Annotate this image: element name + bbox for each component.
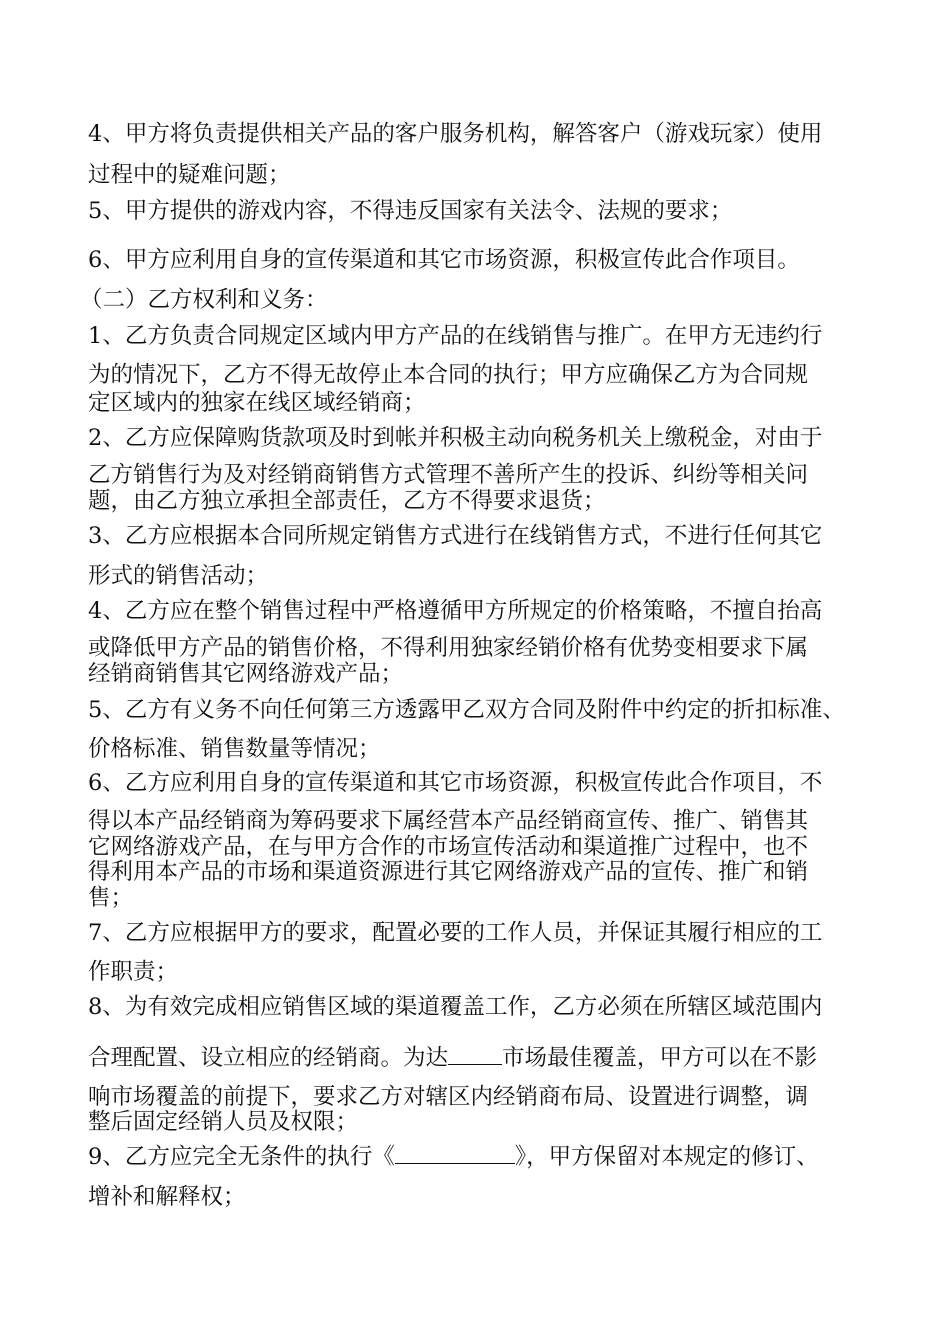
text-line: 过程中的疑难问题；: [88, 162, 291, 188]
text-line: 经销商销售其它网络游戏产品；: [88, 661, 404, 687]
text-line: 定区域内的独家在线区域经销商；: [88, 390, 426, 416]
text-line: 4、甲方将负责提供相关产品的客户服务机构，解答客户（游戏玩家）使用: [88, 121, 823, 147]
section-heading: （二）乙方权利和义务：: [80, 287, 328, 313]
text-line: 整后固定经销人员及权限；: [88, 1109, 359, 1135]
text-line: 它网络游戏产品，在与甲方合作的市场宣传活动和渠道推广过程中，也不: [88, 834, 809, 860]
text-segment: 合理配置、设立相应的经销商。为达: [88, 1045, 449, 1071]
text-line: [88, 1143, 819, 1171]
text-segment: 9、乙方应完全无条件的执行《: [88, 1144, 395, 1170]
fill-in-blank[interactable]: [448, 1044, 502, 1065]
text-segment: 市场最佳覆盖，甲方可以在不影: [502, 1045, 818, 1071]
text-line: 响市场覆盖的前提下，要求乙方对辖区内经销商布局、设置进行调整，调: [88, 1084, 809, 1110]
text-line: 5、甲方提供的游戏内容，不得违反国家有关法令、法规的要求；: [88, 198, 733, 224]
text-line: 乙方销售行为及对经销商销售方式管理不善所产生的投诉、纠纷等相关问: [88, 462, 809, 488]
text-line: 形式的销售活动；: [88, 563, 269, 589]
text-line: 得以本产品经销商为筹码要求下属经营本产品经销商宣传、推广、销售其: [88, 808, 809, 834]
text-line: 6、乙方应利用自身的宣传渠道和其它市场资源，积极宣传此合作项目，不: [88, 770, 823, 796]
fill-in-blank[interactable]: [395, 1143, 515, 1164]
text-line: 作职责；: [88, 959, 179, 985]
text-line: 7、乙方应根据甲方的要求，配置必要的工作人员，并保证其履行相应的工: [88, 920, 823, 946]
text-segment: 》，甲方保留对本规定的修订、: [514, 1144, 819, 1170]
text-line: 8、为有效完成相应销售区域的渠道覆盖工作，乙方必须在所辖区域范围内: [88, 994, 823, 1020]
text-line: [88, 1044, 817, 1072]
text-line: 或降低甲方产品的销售价格，不得利用独家经销价格有优势变相要求下属: [88, 635, 809, 661]
text-line: 3、乙方应根据本合同所规定销售方式进行在线销售方式，不进行任何其它: [88, 523, 823, 549]
text-line: 题，由乙方独立承担全部责任，乙方不得要求退货；: [88, 488, 606, 514]
text-line: 1、乙方负责合同规定区域内甲方产品的在线销售与推广。在甲方无违约行: [88, 323, 823, 349]
text-line: 价格标准、销售数量等情况；: [88, 736, 381, 762]
text-line: 增补和解释权；: [88, 1184, 246, 1210]
text-line: 2、乙方应保障购货款项及时到帐并积极主动向税务机关上缴税金，对由于: [88, 425, 823, 451]
text-line: 得利用本产品的市场和渠道资源进行其它网络游戏产品的宣传、推广和销: [88, 859, 809, 885]
text-line: 5、乙方有义务不向任何第三方透露甲乙双方合同及附件中约定的折扣标准、: [88, 697, 845, 723]
text-line: 6、甲方应利用自身的宣传渠道和其它市场资源，积极宣传此合作项目。: [88, 247, 800, 273]
text-line: 为的情况下，乙方不得无故停止本合同的执行；甲方应确保乙方为合同规: [88, 362, 809, 388]
text-line: 4、乙方应在整个销售过程中严格遵循甲方所规定的价格策略，不擅自抬高: [88, 598, 823, 624]
text-line: 售；: [88, 885, 134, 911]
